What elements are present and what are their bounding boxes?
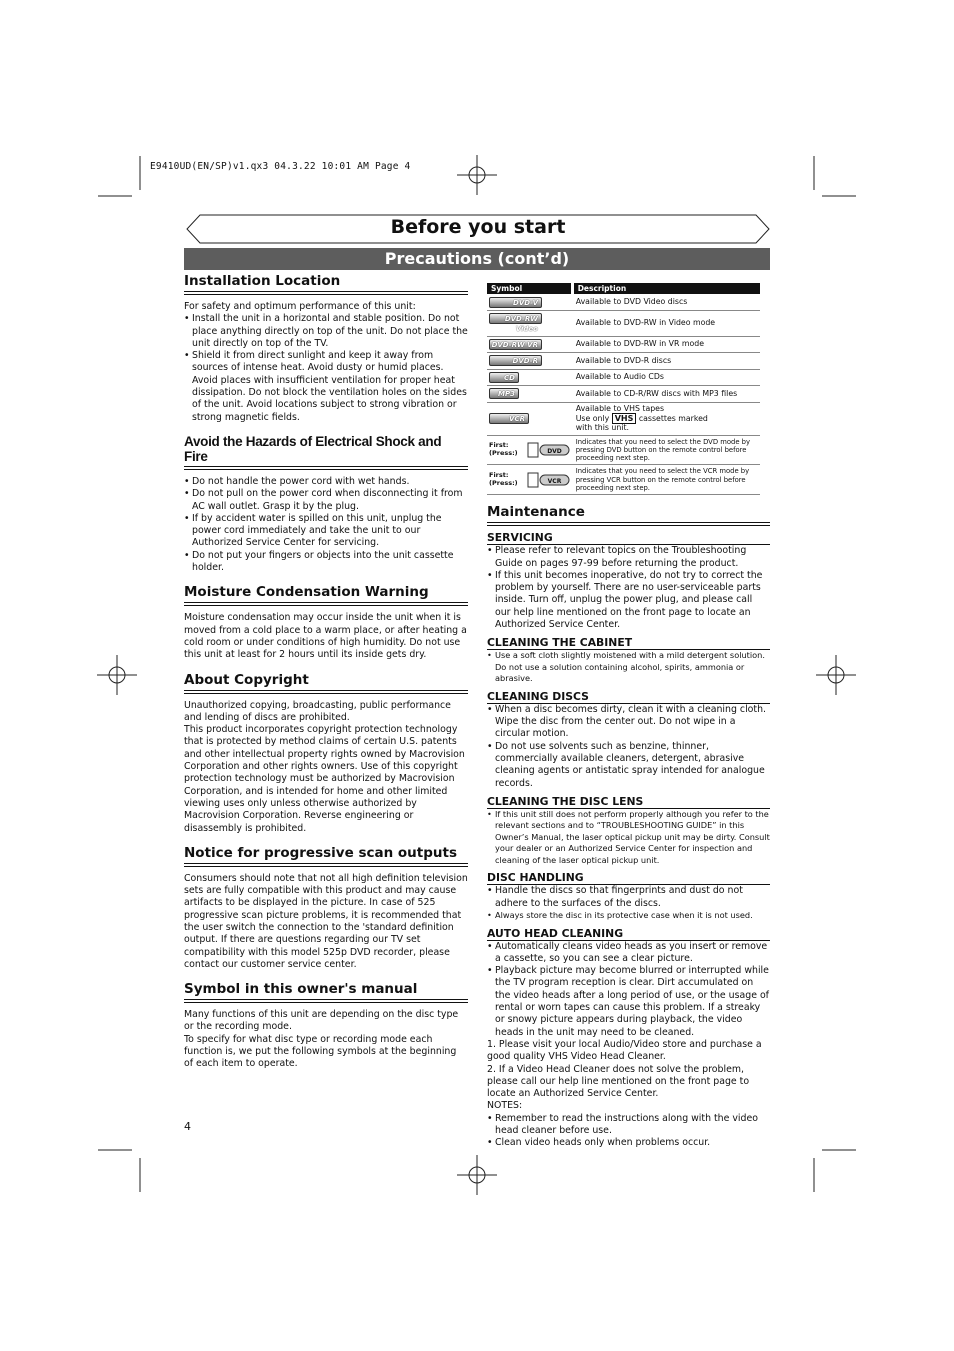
- list-item: • Do not handle the power cord with wet hands.: [184, 476, 468, 488]
- handling-heading: DISC HANDLING: [487, 872, 770, 885]
- table-row: [487, 435, 760, 465]
- servicing-block: [487, 532, 770, 631]
- dvd-rw-video-icon: DVD-RW Video: [489, 313, 542, 324]
- table-cell: Available to CD-R/RW discs with MP3 files: [574, 386, 760, 403]
- vhs-logo: VHS: [612, 413, 637, 424]
- table-cell: Available to DVD Video discs: [574, 294, 760, 311]
- head-cleaning-steps: [487, 1039, 770, 1100]
- first-label: First:: [489, 471, 509, 480]
- table-row: [487, 465, 760, 495]
- page-title: Before you start: [390, 216, 566, 238]
- shock-list: [184, 476, 468, 574]
- dvd-video-icon: DVD-V: [489, 297, 542, 308]
- right-column: [487, 283, 770, 1152]
- list-item: • Shield it from direct sunlight and keep it away from sources of intense heat. Avoid dusty or humid places. Avoid places with insufficient ventilation for proper heat dissipation. Do not block the ventilation holes on the sides of the unit. Avoid locations subject to strong vibration or strong magnetic fields.: [184, 350, 468, 424]
- lens-list: [487, 809, 770, 867]
- cd-icon: CD: [489, 372, 519, 383]
- progressive-heading: Notice for progressive scan outputs: [184, 845, 468, 864]
- moisture-section: [184, 584, 468, 661]
- installation-section: [184, 273, 468, 424]
- head-cleaning-list: [487, 941, 770, 1039]
- progressive-text: Consumers should note that not all high definition television sets are fully compatible with this product and may cause artifacts to be displayed in the picture. In case of 525 progressive scan picture problems, it is recommended that the user switch the connection to the 'standard definition output. If there are questions regarding our TV set compatibility with this model 525p DVD recorder, please contact our customer service center.: [184, 872, 468, 970]
- list-item: • If this unit becomes inoperative, do not try to correct the problem by yourself. There are no user-serviceable parts inside. Turn off, unplug the power plug, and please call our help line mentioned on the front page to locate an Authorized Service Center.: [487, 570, 770, 631]
- copyright-section: [184, 672, 468, 835]
- copyright-p1: Unauthorized copying, broadcasting, public performance and lending of discs are prohibited.: [184, 699, 451, 723]
- table-row: [487, 369, 760, 386]
- mp3-icon: MP3: [489, 388, 519, 399]
- table-row: [487, 311, 760, 337]
- list-item: • Playback picture may become blurred or interrupted while the TV program reception is clear. Dirt accumulated on the video heads after a long period of use, or the usage of rental or worn tapes can cause this problem. If a streaky or snowy picture appears during playback, the video heads in the unit may need to be cleaned.: [487, 965, 770, 1039]
- discs-heading: CLEANING DISCS: [487, 691, 770, 704]
- press-label: [489, 472, 527, 487]
- servicing-heading: SERVICING: [487, 532, 770, 545]
- list-item: • Do not put your fingers or objects into the unit cassette holder.: [184, 550, 468, 575]
- list-item: • Please refer to relevant topics on the Troubleshooting Guide on pages 97-99 before returning the product.: [487, 545, 770, 570]
- crosshair-left: [97, 655, 137, 695]
- table-row: [487, 386, 760, 403]
- copyright-p2: This product incorporates copyright protection technology that is protected by method claims of certain U.S. patents and other intellectual property rights owned by Macrovision Corporation and other rights owners. Use of this copyright protection technology must be authorized by Macrovision Corporation, and is intended for home and other limited viewing uses only unless otherwise authorized by Macrovision Corporation. Reverse engineering or disassembly is prohibited.: [184, 724, 465, 834]
- table-cell: Indicates that you need to select the DVD mode by pressing DVD button on the remote control before proceeding next step.: [574, 435, 760, 465]
- discs-list: [487, 704, 770, 790]
- table-cell: Available to DVD-R discs: [574, 353, 760, 370]
- press-label: [489, 442, 527, 457]
- dvd-button-icon: [527, 442, 571, 458]
- table-row: [487, 294, 760, 311]
- col-description: Description: [574, 283, 760, 294]
- list-item: • Remember to read the instructions along with the video head cleaner before use.: [487, 1113, 770, 1138]
- vhs-line1: Available to VHS tapes: [575, 403, 665, 413]
- section-title: Precautions (cont’d): [184, 248, 770, 270]
- installation-list: [184, 313, 468, 424]
- shock-section: [184, 434, 468, 574]
- left-column: [184, 273, 468, 1081]
- servicing-list: [487, 545, 770, 631]
- table-row: [487, 336, 760, 353]
- list-item: 1. Please visit your local Audio/Video store and purchase a good quality VHS Video Head Cleaner.: [487, 1038, 762, 1063]
- table-row: [487, 402, 760, 435]
- moisture-text: Moisture condensation may occur inside the unit when it is moved from a cold place to a warm place, or after heating a cold room or under conditions of high humidity. Do not use this unit at least for 2 hours until its inside gets dry.: [184, 612, 467, 661]
- symbol-p1: Many functions of this unit are depending on the disc type or the recording mode.: [184, 1009, 459, 1033]
- head-cleaning-block: [487, 928, 770, 1150]
- vcr-icon: VCR: [489, 413, 529, 424]
- table-cell: [574, 402, 760, 435]
- table-cell: Available to DVD-RW in VR mode: [574, 336, 760, 353]
- lens-block: [487, 796, 770, 867]
- press-vcr: [489, 472, 572, 488]
- handling-list: [487, 885, 770, 921]
- installation-heading: Installation Location: [184, 273, 468, 292]
- list-item: • Clean video heads only when problems occur.: [487, 1137, 770, 1149]
- maintenance-heading: Maintenance: [487, 504, 770, 523]
- table-cell: Available to DVD-RW in Video mode: [574, 311, 760, 337]
- vhs-line2-start: Use only: [575, 414, 610, 423]
- table-cell: Available to Audio CDs: [574, 369, 760, 386]
- table-row: [487, 353, 760, 370]
- symbol-heading: Symbol in this owner's manual: [184, 981, 468, 1000]
- press-label-text: (Press:): [489, 478, 518, 487]
- list-item: • When a disc becomes dirty, clean it with a cleaning cloth. Wipe the disc from the center out. Do not wipe in a circular motion.: [487, 704, 770, 741]
- cabinet-list: [487, 650, 770, 685]
- page-number: 4: [184, 1120, 191, 1133]
- lens-heading: CLEANING THE DISC LENS: [487, 796, 770, 809]
- list-item: • If this unit still does not perform properly although you refer to the relevant sections and to “TROUBLESHOOTING GUIDE” in this Owner’s Manual, the laser optical pickup unit may be dirty. Consult your dealer or an Authorized Service Center for inspection and cleaning of the laser optical pickup unit.: [487, 809, 770, 867]
- crosshair-top: [457, 155, 497, 195]
- progressive-section: [184, 845, 468, 971]
- vhs-line3: with this unit.: [575, 423, 629, 432]
- moisture-heading: Moisture Condensation Warning: [184, 584, 468, 603]
- crosshair-bottom: [457, 1155, 497, 1195]
- press-label-text: (Press:): [489, 448, 518, 457]
- shock-heading: Avoid the Hazards of Electrical Shock and Fire: [184, 434, 468, 467]
- vcr-button-label: VCR: [547, 477, 562, 485]
- dvd-rw-vr-icon: DVD-RW VR: [489, 339, 542, 350]
- notes-label: NOTES:: [487, 1100, 523, 1112]
- discs-block: [487, 691, 770, 790]
- symbol-section: [184, 981, 468, 1070]
- symbol-p2: To specify for what disc type or recording mode each function is, we put the following symbols at the beginning of each item to operate.: [184, 1033, 457, 1070]
- list-item: • Use a soft cloth slightly moistened with a mild detergent solution. Do not use a solution containing alcohol, spirits, ammonia or abrasive.: [487, 650, 770, 685]
- cabinet-block: [487, 637, 770, 685]
- list-item: • Automatically cleans video heads as you insert or remove a cassette, so you can see a clear picture.: [487, 941, 770, 966]
- press-dvd: [489, 442, 572, 458]
- first-label: First:: [489, 441, 509, 450]
- page-title-banner: [186, 214, 770, 244]
- handling-block: [487, 872, 770, 921]
- col-symbol: Symbol: [487, 283, 571, 294]
- list-item: • Do not pull on the power cord when disconnecting it from AC wall outlet. Grasp it by the plug.: [184, 488, 468, 513]
- file-info-slug: E9410UD(EN/SP)v1.qx3 04.3.22 10:01 AM Page 4: [150, 161, 411, 172]
- list-item: • Always store the disc in its protective case when it is not used.: [487, 910, 770, 922]
- symbol-table: [487, 283, 760, 495]
- dvd-r-icon: DVD-R: [489, 355, 542, 366]
- list-item: • Install the unit in a horizontal and stable position. Do not place anything directly on top of the unit. Do not place the unit directly on top of the TV.: [184, 313, 468, 350]
- head-cleaning-heading: AUTO HEAD CLEANING: [487, 928, 770, 941]
- list-item: • If by accident water is spilled on this unit, unplug the power cord immediately and take the unit to our Authorized Service Center for servicing.: [184, 513, 468, 550]
- vhs-line2-end: cassettes marked: [638, 414, 708, 423]
- notes-list: [487, 1113, 770, 1150]
- list-item: • Do not use solvents such as benzine, thinner, commercially available cleaners, detergent, abrasive cleaning agents or antistatic spray intended for analogue records.: [487, 741, 770, 790]
- list-item: • Handle the discs so that fingerprints and dust do not adhere to the surfaces of the discs.: [487, 885, 770, 910]
- installation-intro: For safety and optimum performance of this unit:: [184, 301, 416, 312]
- cabinet-heading: CLEANING THE CABINET: [487, 637, 770, 650]
- list-item: 2. If a Video Head Cleaner does not solve the problem, please call our help line mentioned on the front page to locate an Authorized Service Center.: [487, 1063, 750, 1100]
- copyright-heading: About Copyright: [184, 672, 468, 691]
- crosshair-right: [816, 655, 856, 695]
- symbol-table-header: [487, 283, 760, 294]
- vcr-button-icon: [527, 472, 571, 488]
- table-cell: Indicates that you need to select the VCR mode by pressing VCR button on the remote control before proceeding next step.: [574, 465, 760, 495]
- dvd-button-label: DVD: [547, 447, 562, 455]
